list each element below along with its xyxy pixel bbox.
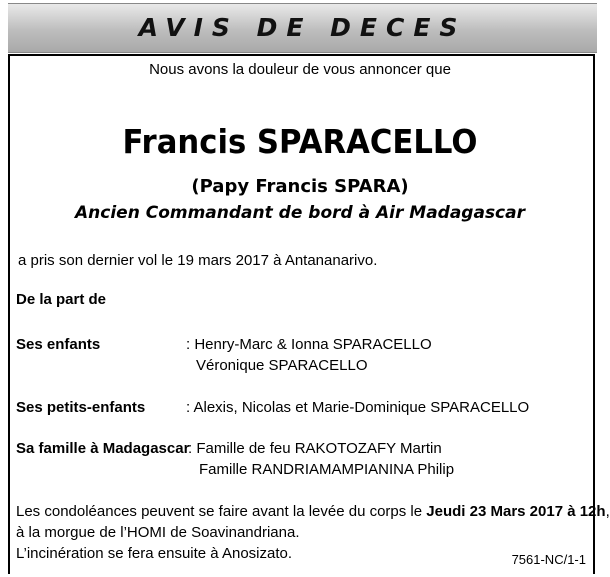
condolences-line-2: à la morgue de l’HOMI de Soavinandriana.	[16, 524, 300, 541]
family-line-children-1: : Henry-Marc & Ionna SPARACELLO	[186, 336, 432, 353]
family-label-grandchildren: Ses petits-enfants	[16, 399, 146, 416]
family-line-children-2: Véronique SPARACELLO	[196, 357, 368, 374]
condolences-comma: ,	[605, 503, 610, 520]
deceased-name: Francis SPARACELLO	[122, 122, 478, 161]
deceased-nickname: (Papy Francis SPARA)	[191, 176, 409, 197]
deceased-role: Ancien Commandant de bord à Air Madagascar	[75, 203, 525, 223]
condolences-line-1	[16, 503, 610, 520]
notice-title: AVIS DE DECES	[138, 13, 467, 42]
family-line-madagascar-2: Famille RANDRIAMAMPIANINA Philip	[199, 461, 455, 478]
family-line-madagascar-1: : Famille de feu RAKOTOZAFY Martin	[188, 440, 442, 457]
from-label: De la part de	[16, 291, 107, 308]
condolences-line-3: L’incinération se fera ensuite à Anosizato.	[16, 545, 293, 562]
intro-text: Nous avons la douleur de vous annoncer que	[149, 61, 451, 78]
header-band	[8, 3, 597, 53]
family-line-grandchildren-1: : Alexis, Nicolas et Marie-Dominique SPARACELLO	[186, 399, 530, 416]
announcement-text: a pris son dernier vol le 19 mars 2017 à Antananarivo.	[18, 252, 378, 269]
family-label-madagascar: Sa famille à Madagascar	[16, 440, 190, 457]
condolences-date: Jeudi 23 Mars 2017 à 12h	[426, 503, 606, 520]
condolences-prefix: Les condoléances peuvent se faire avant la levée du corps le	[16, 503, 423, 520]
family-label-children: Ses enfants	[16, 336, 101, 353]
reference-code: 7561-NC/1-1	[511, 552, 586, 567]
